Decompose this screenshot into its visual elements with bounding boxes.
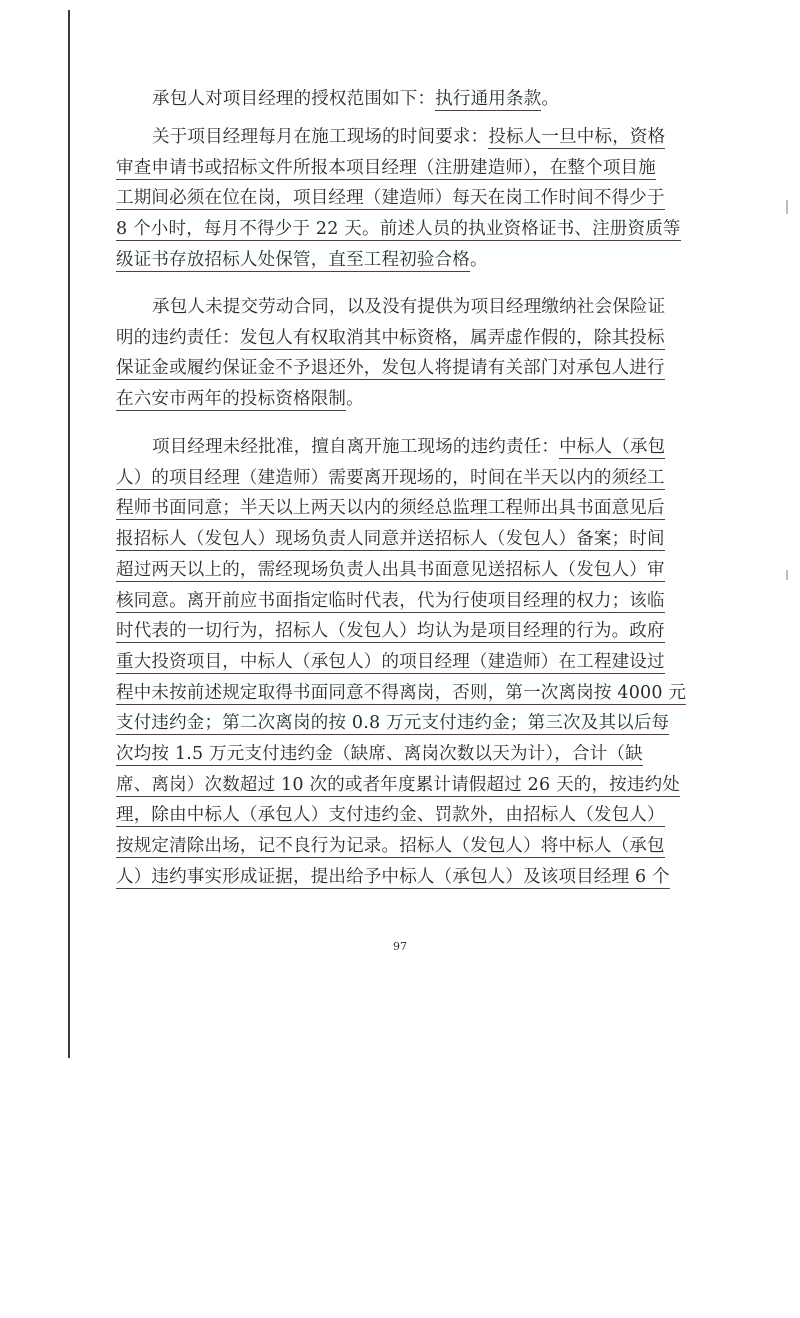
underlined-text: 按规定清除出场，记不良行为记录。招标人（发包人）将中标人（承包 [116,836,665,857]
text-line [116,678,686,708]
text-line [116,586,665,616]
text-line [116,183,665,213]
underlined-text: 人）的项目经理（建造师）需要离开现场的，时间在半天以内的须经工 [116,467,665,488]
underlined-text: 工期间必须在位在岗，项目经理（建造师）每天在岗工作时间不得少于 [116,188,665,209]
text-segment: 明的违约责任： [116,327,240,348]
underlined-text: 重大投资项目，中标人（承包人）的项目经理（建造师）在工程建设过 [116,651,665,672]
underlined-text: 中标人（承包 [559,437,666,457]
underlined-text: 执行通用条款 [435,89,542,109]
underlined-text: 人）违约事实形成证据，提出给予中标人（承包人）及该项目经理 6 个 [116,866,670,887]
page-number: 97 [393,940,407,953]
text-segment: 关于项目经理每月在施工现场的时间要求： [152,127,489,147]
text-line [116,862,670,892]
binding-line [68,10,70,1058]
underlined-text: 超过两天以上的，需经现场负责人出具书面意见送招标人（发包人）审 [116,559,665,580]
underlined-text: 保证金或履约保证金不予退还外，发包人将提请有关部门对承包人进行 [116,358,665,379]
text-line [152,292,665,322]
text-line [116,153,656,183]
text-segment: 承包人对项目经理的授权范围如下： [152,89,436,109]
text-line [116,647,665,677]
underlined-text: 程师书面同意；半天以上两天以内的须经总监理工程师出具书面意见后 [116,498,665,519]
text-line [116,524,665,554]
text-line [116,463,665,493]
text-line [152,84,559,114]
edge-mark [786,570,788,580]
underlined-text: 理，除由中标人（承包人）支付违约金、罚款外，由招标人（发包人） [116,805,665,826]
text-line [116,831,665,861]
text-line [152,432,665,462]
underlined-text: 时代表的一切行为，招标人（发包人）均认为是项目经理的行为。政府 [116,621,665,642]
text-line [116,493,665,523]
underlined-text: 核同意。离开前应书面指定临时代表，代为行使项目经理的权力；该临 [116,590,665,611]
text-line [116,245,488,275]
text-segment: 。 [470,249,488,270]
underlined-text: 审查申请书或招标文件所报本项目经理（注册建造师），在整个项目施 [116,157,656,178]
underlined-text: 投标人一旦中标，资格 [488,127,666,147]
text-line [116,353,665,383]
text-line [116,708,669,738]
text-line [152,122,665,152]
text-line [116,616,665,646]
text-line [116,323,665,353]
underlined-text: 报招标人（发包人）现场负责人同意并送招标人（发包人）备案；时间 [116,529,665,550]
underlined-text: 次均按 1.5 万元支付违约金（缺席、离岗次数以天为计），合计（缺 [116,744,643,764]
text-line [116,384,364,414]
text-line [116,770,680,800]
underlined-text: 8 个小时，每月不得少于 22 天。前述人员的执业资格证书、注册资质等 [116,219,681,240]
text-segment: 项目经理未经批准，擅自离开施工现场的违约责任： [152,437,560,457]
text-line [116,739,643,769]
underlined-text: 级证书存放招标人处保管，直至工程初验合格 [116,249,470,270]
text-segment: 承包人未提交劳动合同，以及没有提供为项目经理缴纳社会保险证 [152,297,666,317]
text-segment: 。 [541,89,560,109]
edge-mark [786,200,788,214]
text-line [116,555,665,585]
text-line [116,214,681,244]
text-segment: 。 [346,389,364,410]
underlined-text: 程中未按前述规定取得书面同意不得离岗，否则，第一次离岗按 4000 元 [116,682,687,703]
text-line [116,800,665,830]
underlined-text: 席、离岗）次数超过 10 次的或者年度累计请假超过 26 天的，按违约处 [116,774,680,795]
underlined-text: 在六安市两年的投标资格限制 [116,389,347,410]
underlined-text: 支付违约金；第二次离岗的按 0.8 万元支付违约金；第三次及其以后每 [116,713,670,734]
underlined-text: 发包人有权取消其中标资格，属弄虚作假的，除其投标 [239,327,665,348]
